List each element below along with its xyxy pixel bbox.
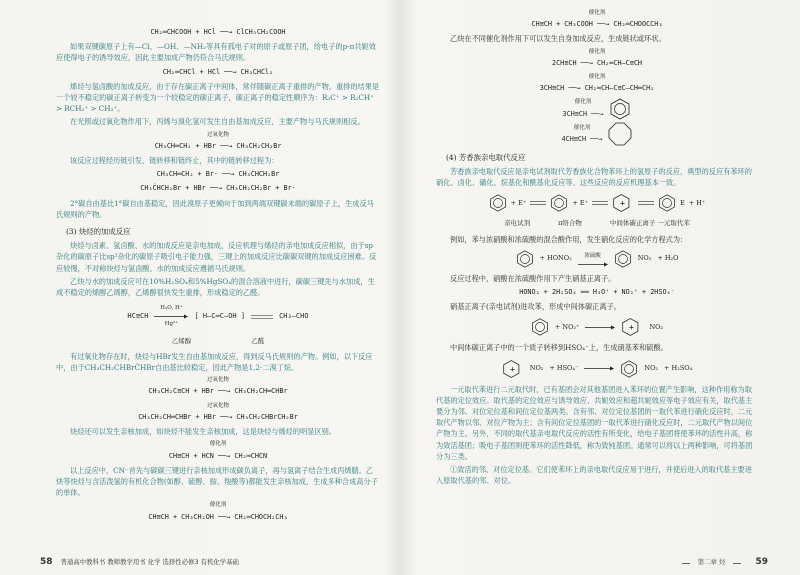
bisulfate-label: + HSO₄⁻ <box>549 364 579 373</box>
attack-scheme <box>436 317 758 337</box>
equation: CH₃CH₂CH═CHBr + HBr ──→ CH₃CH₂CHBrCH₂Br <box>138 412 298 421</box>
nitro-group-label: NO₂ <box>649 322 664 331</box>
paragraph: 例如，苯与浓硝酸和浓硫酸的混合酸作用，发生硝化反应的化学方程式为： <box>450 234 688 244</box>
left-page-footer <box>40 557 239 567</box>
paragraph: 中间体碳正离子中的一个质子转移到HSO₄⁻上，生成硝基苯和硫酸。 <box>450 343 668 353</box>
reaction-arrow <box>578 251 608 267</box>
nitration-scheme <box>436 250 758 268</box>
proton-label: + H⁺ <box>688 198 706 207</box>
paragraph: 如果双键碳原子上有—Cl、—OH、—NH₂等具有孤电子对的原子或原子团，给电子的p-π共轭效应使得电子的诱导效应，因此主要加成产物仍符合马氏规则。 <box>56 42 376 63</box>
page-number: 59 <box>755 557 768 567</box>
deprotonation-scheme <box>436 359 758 379</box>
substituent-label: E <box>680 198 685 207</box>
sigma-complex-icon <box>612 193 634 213</box>
paragraph: 硝基正离子(亲电试剂)进攻苯，形成中间体碳正离子。 <box>450 302 621 312</box>
electrophile-label: + E⁺ <box>510 198 527 207</box>
electrophile-label: + E⁺ <box>572 198 589 207</box>
arrow-icon <box>584 366 614 371</box>
nitro-group-label: NO₂ <box>644 364 659 373</box>
nitro-group-label: NO₂ <box>637 254 652 263</box>
nitric-acid-label: + HONO₂ <box>539 254 572 263</box>
substituted-benzene-icon <box>658 194 676 212</box>
footer-rule <box>682 563 690 564</box>
paragraph: 在光照或过氧化物作用下，丙烯与溴化氢可发生自由基加成反应，主要产物与马氏规则相反。 <box>70 117 365 127</box>
pi-complex-icon <box>550 194 568 212</box>
reaction-condition: 催化剂 <box>209 502 227 509</box>
svg-text:+: + <box>629 323 635 332</box>
paragraph: 炔烃与卤素、氢卤酸、水的加成反应是亲电加成，反应机理与烯烃的亲电加成反应相似，由于sp杂化的碳原子比sp²杂化的碳原子吸引电子能力强，三键上的加成反应比碳碳双键的加成反应困难。反应较慢，不对称炔烃与氢卤酸、水的加成反应遵循马氏规则。 <box>56 241 377 273</box>
benzene-formation <box>563 97 632 119</box>
page-number: 58 <box>40 557 53 567</box>
caption-enol: 乙烯醇 <box>171 336 192 345</box>
condition-top: 浓硫酸 <box>584 252 601 259</box>
equation: 3CH≡CH ──→ CH₂═CH—C≡C—CH═CH₂ <box>539 84 655 93</box>
nitrobenzene-ring-icon <box>614 250 632 268</box>
reaction-condition: 催化剂 <box>209 441 227 448</box>
equation: CH₂═CHCOOH + HCl ──→ ClCH₂CH₂COOH <box>150 28 286 36</box>
equilibrium-arrow-icon <box>638 199 654 207</box>
reaction-condition: 催化剂 <box>574 99 592 106</box>
aldehyde-structure: CH₃—CHO <box>279 312 309 321</box>
arrow-icon <box>578 262 608 267</box>
enol-structure: [ H—C═C—OH ] <box>194 312 246 321</box>
equation: 3CH≡CH ──→ <box>562 109 604 118</box>
sigma-complex-icon <box>621 317 643 337</box>
section-heading: (3) 炔烃的加成反应 <box>66 227 131 237</box>
benzene-ring-icon <box>609 98 631 120</box>
equilibrium-arrow-icon <box>530 199 546 207</box>
equilibrium-arrow-icon <box>592 199 608 207</box>
arrow-icon <box>585 325 615 330</box>
equation: CH₃CH₂C≡CH + HBr ──→ CH₃CH₂CH═CHBr <box>148 387 288 396</box>
equilibrium-arrow-icon <box>251 313 273 321</box>
reaction-arrow <box>154 303 188 330</box>
paragraph: 以上反应中，CN⁻首先与碳碳三键进行亲核加成形成碳负离子，再与氢离子结合生成丙烯腈。乙炔等炔烃与含活泼氢的有机化合物(如醇、硫醇、胺、羧酸等)都能发生亲核加成，生成多种合成高分子的单体。 <box>56 465 378 498</box>
reaction-condition: 过氧化物 <box>206 377 229 384</box>
reaction-condition: 过氧化物 <box>206 402 229 409</box>
paragraph: 一元取代苯进行二元取代时，已有基团会对其他基团进入苯环的位置产生影响，这种作用称为取代基的定位效应。取代基的定位效应与诱导效应、共轭效应和超共轭效应等电子效应有关，取代基主要分为邻、对位定位基和间位定位基两类。含有邻、对位定位基团的一取代苯进行硝化反应时，二元取代产物以邻、对位产物为主；含有间位定位基团的一取代苯进行硝化反应时，二元取代产物以间位产物为主。另外，不同的取代基亲电取代反应的活性有所变化，给电子基团将使苯环的活性升高，称为致活基团；吸电子基团则使苯环的活性降低，称为致钝基团。通常可以将以上两种影响，可将基团分为三类。 <box>436 384 753 461</box>
sigma-complex-icon <box>502 359 524 379</box>
right-page <box>400 0 800 575</box>
equation: 4CH≡CH ──→ <box>561 134 603 143</box>
paragraph: 炔烃还可以发生亲核加成，如炔烃不能发生亲核加成，这是炔烃与烯烃的明显区别。 <box>70 427 336 437</box>
section-heading: (4) 芳香族亲电取代反应 <box>446 152 526 162</box>
equation: CH₃CH═CH₂ + HBr ──→ CH₃CH₂CH₂Br <box>154 141 282 150</box>
equation: CH≡CH + CH₃COOH ──→ CH₂═CHOOCCH₃ <box>531 20 663 29</box>
benzene-ring-icon <box>531 318 549 336</box>
paragraph: 乙炔在不同催化剂作用下可以发生自身加成反应，生成链状或环状。 <box>450 34 666 44</box>
nitro-group-label: NO₂ <box>529 364 544 373</box>
equation: HONO₂ + 2H₂SO₄ ══ H₃O⁺ + NO₂⁺ + 2HSO₄⁻ <box>519 288 675 297</box>
condition-bottom: Hg²⁺ <box>164 321 179 328</box>
hydration-scheme <box>56 303 380 330</box>
paragraph: 乙炔与水的加成反应可在10%H₂SO₄和5%HgSO₄的混合溶液中进行，碳碳三键先与水加成，生成不稳定的烯醇乙烯醇，乙烯醇很快发生重排，形成稳定的乙醛。 <box>56 276 375 298</box>
mechanism-scheme <box>436 193 758 213</box>
caption-electrophile: 亲电试剂 <box>504 219 531 228</box>
cyclooctatetraene-ring-icon <box>608 122 632 146</box>
footer-chapter: 第二章 烃 <box>697 558 726 566</box>
equation: CH₂═CHCl + HCl ──→ CH₃CHCl₂ <box>162 67 274 76</box>
caption-sigma-complex: 中间体碳正离子 一元取代苯 <box>609 219 690 228</box>
equation: CH≡CH + HCN ──→ CH₂═CHCN <box>168 451 268 460</box>
nitrobenzene-ring-icon <box>620 360 638 378</box>
water-label: + H₂O <box>657 254 679 263</box>
svg-text:+: + <box>619 199 626 208</box>
caption-pi-complex: π络合物 <box>558 219 582 228</box>
nitronium-label: + NO₂⁺ <box>554 322 580 331</box>
paragraph: 烯烃与氢卤酸的加成反应，由于存在碳正离子中间体，常伴随碳正离子重排的产物。重排的结果是一个较不稳定的碳正离子转变为一个较稳定的碳正离子，碳正离子的稳定性顺序为：R₃C⁺ > R₂CH⁺ > RCH₂⁺ > CH₃⁺。 <box>56 81 380 114</box>
equation: CH₃CH═CH₂ + Br· ──→ CH₃ĊHCH₂Br <box>156 170 280 179</box>
reaction-condition: 催化剂 <box>588 10 606 16</box>
reaction-condition: 催化剂 <box>588 48 606 55</box>
paragraph: 反应过程中，硝酸在浓硫酸作用下产生硝基正离子。 <box>450 273 616 283</box>
paragraph: ①致活的邻、对位定位基。它们使苯环上的亲电取代反应易于进行，并使后进入的取代基主要进入原取代基的邻、对位。 <box>436 465 752 486</box>
sulfuric-acid-label: + H₂SO₄ <box>664 364 693 373</box>
mechanism-captions <box>436 218 758 229</box>
benzene-ring-icon <box>516 250 534 268</box>
paragraph: 芳香族亲电取代反应是亲电试剂取代芳香族化合物苯环上的氢原子的反应，典型的反应有苯环的硝化、卤化、磺化、烷基化和酰基化反应等。这些反应的反应机理基本一致。 <box>436 167 752 188</box>
reaction-condition: 催化剂 <box>588 74 606 81</box>
alkyne-formula: HC≡CH <box>127 312 149 321</box>
paragraph: 该反应过程经历链引发、链转移和链终止，其中的链转移过程为： <box>70 156 279 166</box>
equation: CH≡CH + CH₃CH₂OH ──→ CH₂═CHOCH₂CH₃ <box>148 512 288 521</box>
structure-captions <box>56 336 380 347</box>
condition-top: H₂O, H⁺ <box>160 305 183 312</box>
caption-aldehyde: 乙醛 <box>251 336 265 345</box>
paragraph: 有过氧化物存在时，炔烃与HBr发生自由基加成反应，得到反马氏规则的产物。例如，以下反应中，由于CH₃CH₂CHBrĊHBr自由基比较稳定，因此产物是1,2-二溴丁烷。 <box>56 351 373 373</box>
reaction-condition: 过氧化物 <box>206 131 229 138</box>
cyclooctatetraene-formation <box>562 122 633 146</box>
equation: CH₃ĊHCH₂Br + HBr ──→ CH₃CH₂CH₂Br + Br· <box>140 184 296 193</box>
reaction-condition: 催化剂 <box>573 124 591 131</box>
paragraph: 2°碳自由基比1°碳自由基稳定，因此溴原子更倾向于加到两端双键碳末端的碳原子上，生成反马氏规则的产物。 <box>56 198 374 219</box>
right-page-footer <box>676 557 768 567</box>
cyclization-scheme <box>436 97 758 145</box>
benzene-ring-icon <box>489 194 507 212</box>
footer-rule <box>733 563 741 564</box>
footer-title: 普通高中教科书 教师教学用书 化学 选择性必修3 有机化学基础 <box>60 558 239 566</box>
equation: 2CH≡CH ──→ CH₂═CH—C≡CH <box>551 58 643 67</box>
svg-text:+: + <box>509 365 516 374</box>
